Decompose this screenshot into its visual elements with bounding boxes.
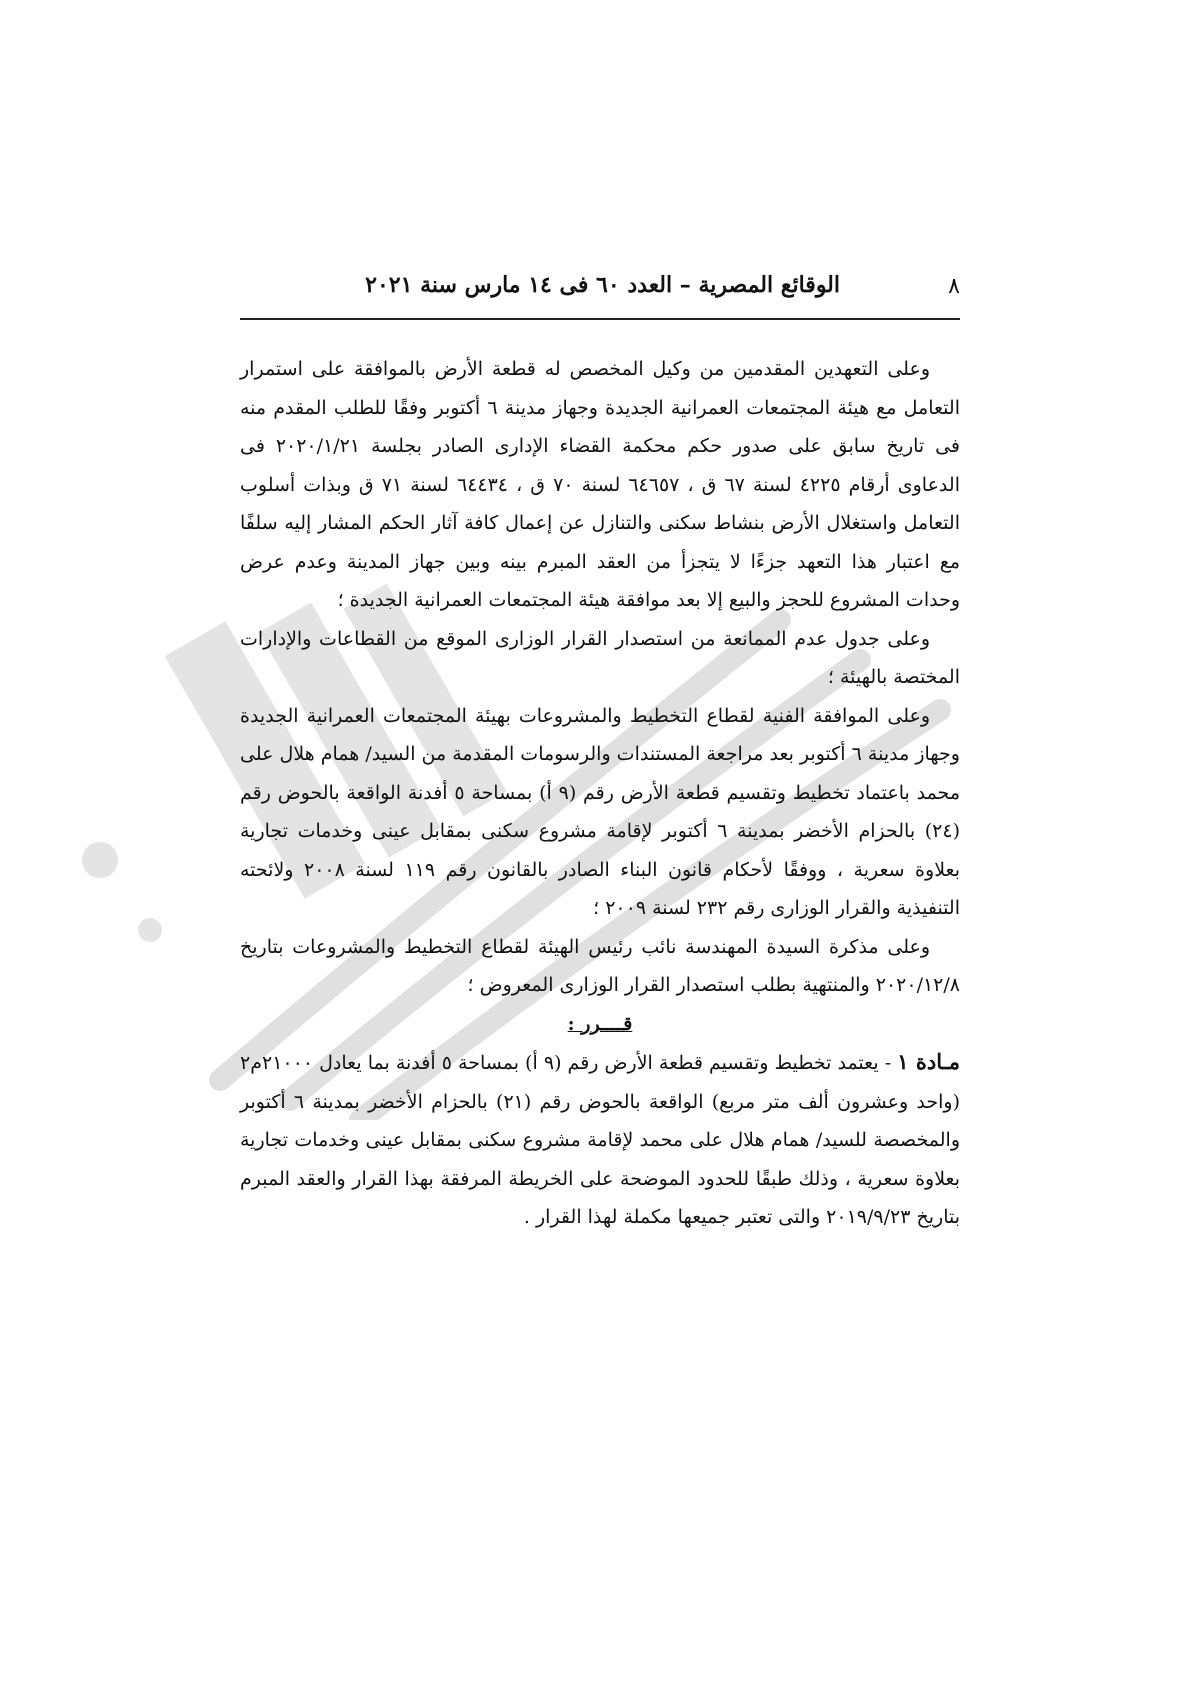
paragraph-pledges: وعلى التعهدين المقدمين من وكيل المخصص له قطعة الأرض بالموافقة على استمرار التعامل مع هيئة المجتمعات العمرانية الجديدة وجهاز مدينة ٦ أكتوبر وفقًا للطلب المقدم منه فى تاريخ سابق على صدور حكم محكمة القضاء الإدارى الصادر بجلسة ٢٠٢٠/١/٢١ فى الدعاوى أرقام ٤٢٢٥ لسنة ٦٧ ق ، ٦٤٦٥٧ لسنة ٧٠ ق ، ٦٤٤٣٤ لسنة ٧١ ق وبذات أسلوب التعامل واستغلال الأرض بنشاط سكنى والتنازل عن إعمال كافة آثار الحكم المشار إليه سلفًا مع اعتبار هذا التعهد جزءًا لا يتجزأ من العقد المبرم بينه وبين جهاز المدينة وعدم عرض وحدات المشروع للحجز والبيع إلا بعد موافقة هيئة المجتمعات العمرانية الجديدة ؛ bbox=[240, 358, 960, 611]
article-text: - يعتمد تخطيط وتقسيم قطعة الأرض رقم (٩ أ) بمساحة ٥ أفدنة بما يعادل ٢١٠٠٠م٢ (واحد وعشرون ألف متر مربع) الواقعة بالحوض رقم (٢١) بالحزام الأخضر بمدينة ٦ أكتوبر والمخصصة للسيد/ همام هلال على محمد لإقامة مشروع سكنى بمقابل عينى وخدمات تجارية بعلاوة سعرية ، وذلك طبقًا للحدود الموضحة على الخريطة المرفقة بهذا القرار والعقد المبرم بتاريخ ٢٠١٩/٩/٢٣ والتى تعتبر جميعها مكملة لهذا القرار . bbox=[240, 1052, 960, 1228]
decision-heading: قــــرر : bbox=[567, 1012, 633, 1035]
paragraph-memorandum: وعلى مذكرة السيدة المهندسة نائب رئيس الهيئة لقطاع التخطيط والمشروعات بتاريخ ٢٠٢٠/١٢/٨ والمنتهية بطلب استصدار القرار الوزارى المعروض ؛ bbox=[240, 935, 960, 996]
paragraph-no-objection: وعلى جدول عدم الممانعة من استصدار القرار الوزارى الموقع من القطاعات والإدارات المختصة بالهيئة ؛ bbox=[240, 627, 960, 688]
gazette-title: الوقائع المصرية – العدد ٦٠ فى ١٤ مارس سنة ٢٠٢١ bbox=[365, 272, 840, 298]
header-divider bbox=[240, 318, 960, 320]
page-number: ٨ bbox=[948, 274, 960, 299]
page-header bbox=[240, 270, 960, 318]
article-label: مـادة ١ bbox=[897, 1049, 960, 1074]
document-body bbox=[240, 350, 960, 1237]
article-1 bbox=[240, 1043, 960, 1237]
paragraph-technical-approval: وعلى الموافقة الفنية لقطاع التخطيط والمشروعات بهيئة المجتمعات العمرانية الجديدة وجهاز مدينة ٦ أكتوبر بعد مراجعة المستندات والرسومات المقدمة من السيد/ همام هلال على محمد باعتماد تخطيط وتقسيم قطعة الأرض رقم (٩ أ) بمساحة ٥ أفدنة الواقعة بالحوض رقم (٢٤) بالحزام الأخضر بمدينة ٦ أكتوبر لإقامة مشروع سكنى بمقابل عينى وخدمات تجارية بعلاوة سعرية ، ووفقًا لأحكام قانون البناء الصادر بالقانون رقم ١١٩ لسنة ٢٠٠٨ ولائحته التنفيذية والقرار الوزارى رقم ٢٣٢ لسنة ٢٠٠٩ ؛ bbox=[240, 704, 960, 919]
